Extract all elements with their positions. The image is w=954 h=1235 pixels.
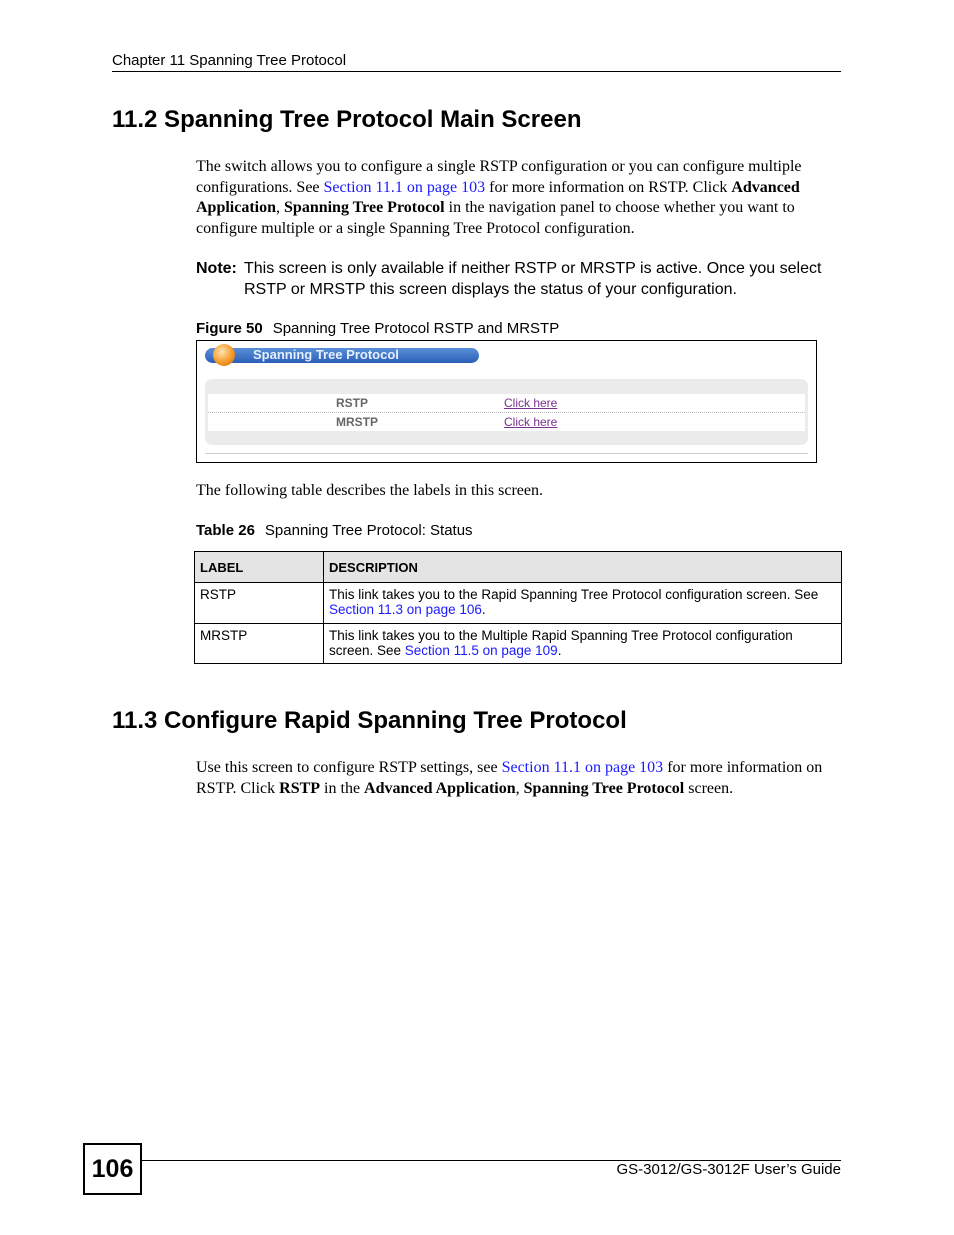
section-11-3-link[interactable]: Section 11.3 on page 106 (329, 602, 482, 617)
figure-row-label: RSTP (336, 396, 369, 410)
table-row (195, 583, 842, 624)
section-heading-11-2: 11.2 Spanning Tree Protocol Main Screen (112, 106, 582, 133)
figure-row-label: MRSTP (336, 415, 378, 429)
table-caption: Table 26 Spanning Tree Protocol: Status (196, 522, 473, 539)
rstp-paragraph: Use this screen to configure RSTP settings, see Section 11.1 on page 103 for more information on RSTP. Click RSTP in the Advanced Application, Spanning Tree Protocol screen. (196, 759, 823, 797)
cell-description: This link takes you to the Rapid Spanning Tree Protocol configuration screen. See Section 11.3 on page 106. (324, 583, 842, 624)
orange-orb-icon (213, 344, 235, 366)
header-label: LABEL (195, 552, 324, 583)
section-heading-11-3: 11.3 Configure Rapid Spanning Tree Protocol (112, 707, 627, 734)
status-table (194, 551, 842, 664)
rstp-click-here-link[interactable]: Click here (504, 396, 558, 410)
section-11-5-link[interactable]: Section 11.5 on page 109 (404, 643, 558, 658)
figure-panel (205, 379, 808, 445)
figure-row-rstp (208, 394, 805, 413)
figure-title: Spanning Tree Protocol (253, 347, 399, 362)
cell-description: This link takes you to the Multiple Rapid Spanning Tree Protocol configuration screen. See Section 11.5 on page 109. (324, 624, 842, 664)
section-11-1-link[interactable]: Section 11.1 on page 103 (323, 178, 486, 196)
table-row (195, 624, 842, 664)
section-11-1-link[interactable]: Section 11.1 on page 103 (501, 759, 664, 776)
header-rule (112, 71, 841, 72)
cell-label: RSTP (195, 583, 324, 624)
figure-row-mrstp (208, 413, 805, 431)
table-header-row (195, 552, 842, 583)
cell-label: MRSTP (195, 624, 324, 664)
note-text: This screen is only available if neither RSTP or MRSTP is active. Once you select RSTP or MRSTP this screen displays the status of your configuration. (244, 260, 822, 298)
header-description: DESCRIPTION (324, 552, 842, 583)
figure-caption: Figure 50 Spanning Tree Protocol RSTP and MRSTP (196, 320, 560, 337)
running-header: Chapter 11 Spanning Tree Protocol (112, 52, 347, 69)
note-block (196, 258, 841, 300)
figure-bottom-rule (205, 453, 808, 454)
note-label: Note: (196, 260, 237, 277)
table-intro: The following table describes the labels in this screen. (196, 482, 544, 499)
intro-paragraph: The switch allows you to configure a single RSTP configuration or you can configure multiple configurations. See Section 11.1 on page 103 for more information on RSTP. Click Advanced Application, Spanning Tree Protocol in the navigation panel to choose whether you want to configure multiple or a single Spanning Tree Protocol configuration. (196, 158, 802, 237)
figure-screenshot (196, 340, 817, 463)
page-number: 106 (83, 1143, 142, 1195)
guide-title: GS-3012/GS-3012F User’s Guide (616, 1161, 841, 1178)
mrstp-click-here-link[interactable]: Click here (504, 415, 558, 429)
